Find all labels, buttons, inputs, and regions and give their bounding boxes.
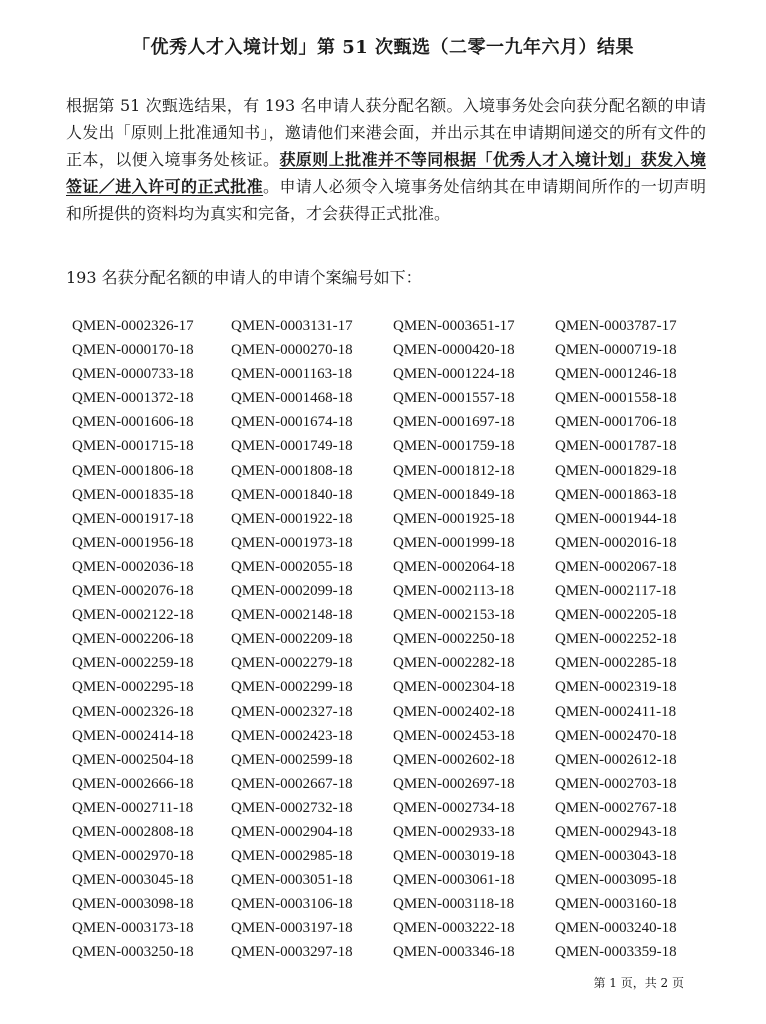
case-number-cell: QMEN-0002205-18: [555, 607, 677, 624]
case-number-cell: QMEN-0001468-18: [231, 390, 353, 407]
case-number-cell: QMEN-0003297-18: [231, 944, 353, 961]
case-number-cell: QMEN-0001956-18: [72, 534, 194, 551]
case-number-cell: QMEN-0002117-18: [555, 583, 677, 600]
case-number-cell: QMEN-0003118-18: [393, 896, 515, 913]
case-number-cell: QMEN-0002904-18: [231, 823, 353, 840]
case-number-cell: QMEN-0001829-18: [555, 462, 677, 479]
case-number-cell: QMEN-0002076-18: [72, 583, 194, 600]
case-number-cell: QMEN-0002326-18: [72, 703, 194, 720]
case-number-cell: QMEN-0002295-18: [72, 679, 194, 696]
case-number-cell: QMEN-0002667-18: [231, 775, 353, 792]
case-number-cell: QMEN-0001674-18: [231, 414, 353, 431]
case-number-cell: QMEN-0002279-18: [231, 655, 353, 672]
case-number-cell: QMEN-0003222-18: [393, 920, 515, 937]
case-list-heading: 193 名获分配名额的申请人的申请个案编号如下：: [66, 268, 422, 287]
case-number-cell: QMEN-0001999-18: [393, 534, 515, 551]
case-number-cell: QMEN-0001808-18: [231, 462, 353, 479]
case-number-cell: QMEN-0003240-18: [555, 920, 677, 937]
case-number-cell: QMEN-0002985-18: [231, 848, 353, 865]
case-number-cell: QMEN-0003197-18: [231, 920, 353, 937]
case-number-cell: QMEN-0002423-18: [231, 727, 353, 744]
case-number-cell: QMEN-0002767-18: [555, 799, 677, 816]
case-number-cell: QMEN-0002055-18: [231, 558, 353, 575]
page-title: 「优秀人才入境计划」第 51 次甄选（二零一九年六月）结果: [131, 37, 635, 58]
case-number-cell: QMEN-0001606-18: [72, 414, 194, 431]
case-number-cell: QMEN-0003045-18: [72, 872, 194, 889]
case-number-cell: QMEN-0002319-18: [555, 679, 677, 696]
case-number-cell: QMEN-0001163-18: [231, 366, 353, 383]
case-number-cell: QMEN-0001759-18: [393, 438, 515, 455]
case-number-cell: QMEN-0003051-18: [231, 872, 353, 889]
case-number-cell: QMEN-0003160-18: [555, 896, 677, 913]
case-number-cell: QMEN-0002453-18: [393, 727, 515, 744]
case-number-cell: QMEN-0002153-18: [393, 607, 515, 624]
case-number-cell: QMEN-0002282-18: [393, 655, 515, 672]
case-number-cell: QMEN-0002285-18: [555, 655, 677, 672]
intro-emphasis: 获原则上批准并不等同根据「优秀人才入境计划」获发入境签证／进入许可的正式批准: [66, 150, 706, 196]
case-number-cell: QMEN-0003131-17: [231, 318, 353, 334]
case-number-cell: QMEN-0002470-18: [555, 727, 677, 744]
case-number-cell: QMEN-0003651-17: [393, 318, 515, 334]
case-number-table: [72, 314, 712, 965]
case-number-cell: QMEN-0000170-18: [72, 342, 194, 359]
case-number-cell: QMEN-0002252-18: [555, 631, 677, 648]
case-number-cell: QMEN-0002943-18: [555, 823, 677, 840]
case-number-cell: QMEN-0001973-18: [231, 534, 353, 551]
case-number-cell: QMEN-0002299-18: [231, 679, 353, 696]
case-number-cell: QMEN-0003095-18: [555, 872, 677, 889]
case-number-cell: QMEN-0003043-18: [555, 848, 677, 865]
case-number-cell: QMEN-0001558-18: [555, 390, 677, 407]
case-number-cell: QMEN-0002113-18: [393, 583, 515, 600]
case-number-cell: QMEN-0002036-18: [72, 558, 194, 575]
case-number-cell: QMEN-0002067-18: [555, 558, 677, 575]
case-number-cell: QMEN-0001246-18: [555, 366, 677, 383]
case-number-cell: QMEN-0000270-18: [231, 342, 353, 359]
case-number-cell: QMEN-0001706-18: [555, 414, 677, 431]
case-number-cell: QMEN-0002602-18: [393, 751, 515, 768]
case-number-cell: QMEN-0002732-18: [231, 799, 353, 816]
case-number-cell: QMEN-0002933-18: [393, 823, 515, 840]
case-number-cell: QMEN-0002259-18: [72, 655, 194, 672]
case-number-cell: QMEN-0002326-17: [72, 318, 194, 334]
case-number-cell: QMEN-0002970-18: [72, 848, 194, 865]
case-number-cell: QMEN-0001917-18: [72, 510, 194, 527]
case-number-cell: QMEN-0002711-18: [72, 799, 194, 816]
case-number-cell: QMEN-0000719-18: [555, 342, 677, 359]
case-number-cell: QMEN-0002016-18: [555, 534, 677, 551]
case-number-cell: QMEN-0001863-18: [555, 486, 677, 503]
case-number-cell: QMEN-0003061-18: [393, 872, 515, 889]
case-number-cell: QMEN-0001372-18: [72, 390, 194, 407]
case-number-cell: QMEN-0002666-18: [72, 775, 194, 792]
case-number-cell: QMEN-0002099-18: [231, 583, 353, 600]
case-number-cell: QMEN-0001787-18: [555, 438, 677, 455]
case-number-cell: QMEN-0001849-18: [393, 486, 515, 503]
case-number-cell: QMEN-0000420-18: [393, 342, 515, 359]
case-number-cell: QMEN-0002206-18: [72, 631, 194, 648]
case-number-cell: QMEN-0002697-18: [393, 775, 515, 792]
case-number-cell: QMEN-0002504-18: [72, 751, 194, 768]
case-number-cell: QMEN-0002148-18: [231, 607, 353, 624]
page-number-footer: 第 1 页，共 2 页: [593, 976, 684, 990]
case-number-cell: QMEN-0001749-18: [231, 438, 353, 455]
case-number-cell: QMEN-0003098-18: [72, 896, 194, 913]
case-number-cell: QMEN-0002808-18: [72, 823, 194, 840]
case-number-cell: QMEN-0002612-18: [555, 751, 677, 768]
intro-paragraph: [66, 92, 706, 227]
case-number-cell: QMEN-0001697-18: [393, 414, 515, 431]
case-number-cell: QMEN-0002250-18: [393, 631, 515, 648]
case-number-cell: QMEN-0003787-17: [555, 318, 677, 334]
case-number-cell: QMEN-0001224-18: [393, 366, 515, 383]
case-number-cell: QMEN-0001835-18: [72, 486, 194, 503]
case-number-cell: QMEN-0002122-18: [72, 607, 194, 624]
case-number-cell: QMEN-0002064-18: [393, 558, 515, 575]
case-number-cell: QMEN-0002414-18: [72, 727, 194, 744]
case-number-cell: QMEN-0001922-18: [231, 510, 353, 527]
case-number-cell: QMEN-0003250-18: [72, 944, 194, 961]
intro-text-part1: 根据第 51 次甄选结果，有 193 名申请人获分配名额。入境事务处会向获分配名额的申请人发出「原则上批准通知书」，邀请他们来港会面，并出示其在申请期间递交的所有文件的正本，以便入境事务处核证。: [66, 96, 706, 169]
case-number-cell: QMEN-0002209-18: [231, 631, 353, 648]
case-number-cell: QMEN-0002599-18: [231, 751, 353, 768]
case-number-cell: QMEN-0003346-18: [393, 944, 515, 961]
case-number-cell: QMEN-0001944-18: [555, 510, 677, 527]
case-number-cell: QMEN-0002304-18: [393, 679, 515, 696]
case-number-cell: QMEN-0001840-18: [231, 486, 353, 503]
case-number-cell: QMEN-0001557-18: [393, 390, 515, 407]
case-number-cell: QMEN-0001806-18: [72, 462, 194, 479]
case-number-cell: QMEN-0000733-18: [72, 366, 194, 383]
case-number-cell: QMEN-0001715-18: [72, 438, 194, 455]
case-number-cell: QMEN-0002703-18: [555, 775, 677, 792]
case-number-cell: QMEN-0001812-18: [393, 462, 515, 479]
case-number-cell: QMEN-0003173-18: [72, 920, 194, 937]
case-number-cell: QMEN-0001925-18: [393, 510, 515, 527]
case-number-cell: QMEN-0002402-18: [393, 703, 515, 720]
case-number-cell: QMEN-0002327-18: [231, 703, 353, 720]
case-number-cell: QMEN-0002411-18: [555, 703, 677, 720]
case-number-cell: QMEN-0003106-18: [231, 896, 353, 913]
case-number-cell: QMEN-0003359-18: [555, 944, 677, 961]
case-number-cell: QMEN-0002734-18: [393, 799, 515, 816]
intro-text-part2: 。申请人必须令入境事务处信纳其在申请期间所作的一切声明和所提供的资料均为真实和完备，才会获得正式批准。: [66, 177, 706, 223]
case-number-cell: QMEN-0003019-18: [393, 848, 515, 865]
